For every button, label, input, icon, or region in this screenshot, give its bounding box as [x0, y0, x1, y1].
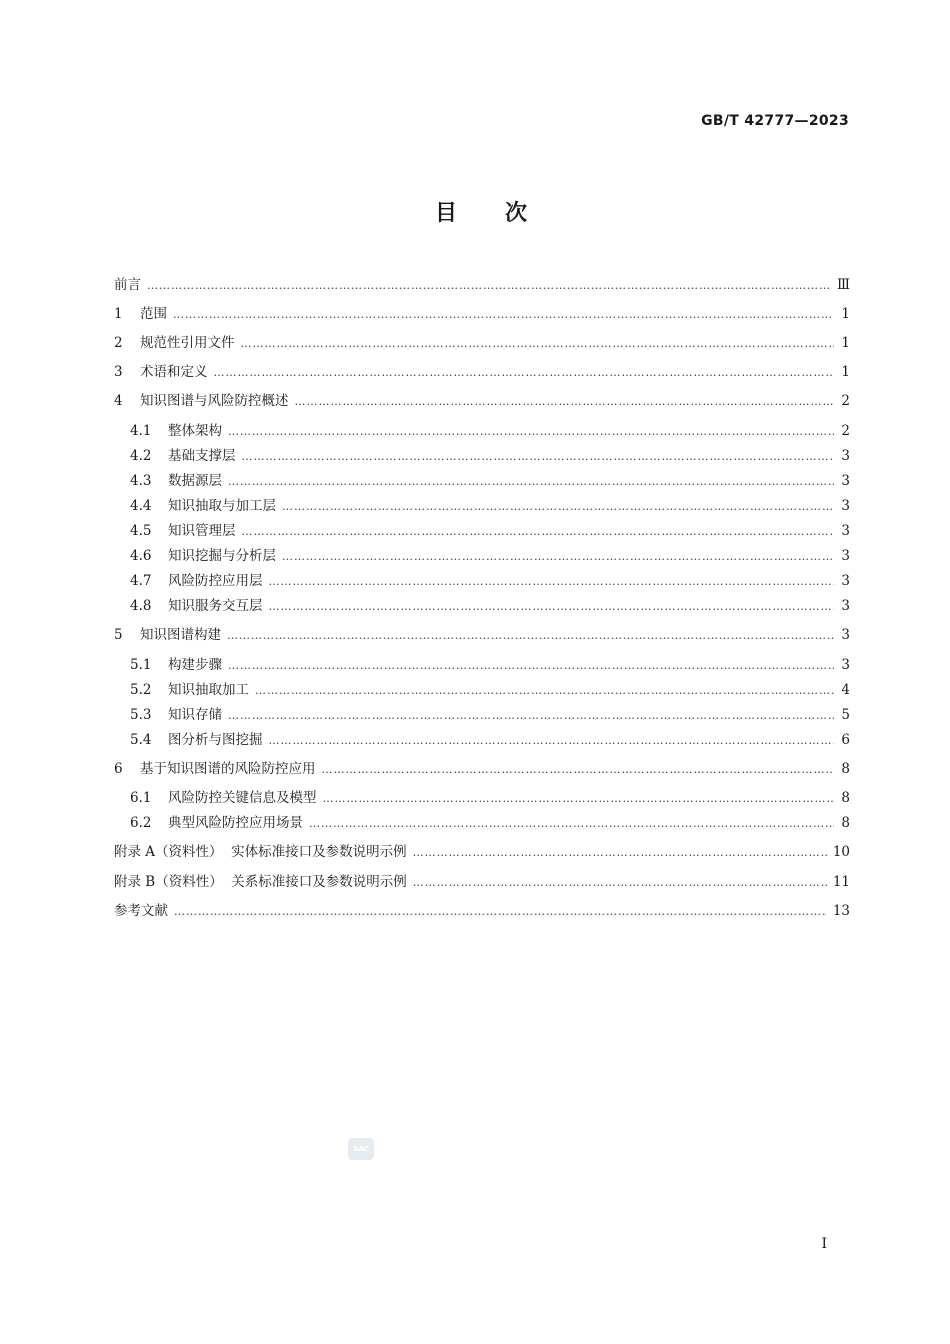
toc-entry[interactable] — [130, 569, 850, 591]
toc-entry-label: 基于知识图谱的风险防控应用 — [140, 761, 316, 777]
toc-entry[interactable] — [130, 728, 850, 750]
toc-title: 目次 — [434, 201, 575, 226]
toc-entry[interactable] — [130, 594, 850, 616]
toc-dot-leader — [413, 846, 827, 859]
toc-entry-page: 3 — [841, 573, 850, 589]
toc-entry[interactable] — [130, 653, 850, 675]
toc-entry-label: 知识抽取与加工层 — [168, 498, 276, 514]
toc-entry[interactable] — [114, 899, 850, 921]
toc-dot-leader — [228, 475, 834, 488]
toc-entry-number: 5.1 — [130, 657, 152, 673]
standard-code: GB/T 42777—2023 — [701, 113, 849, 129]
toc-entry-label: 知识图谱与风险防控概述 — [140, 393, 289, 409]
toc-dot-leader — [282, 500, 834, 513]
toc-dot-leader — [255, 684, 834, 697]
toc-entry-number: 5 — [114, 627, 123, 643]
toc-entry[interactable] — [130, 494, 850, 516]
toc-dot-leader — [228, 425, 834, 438]
toc-dot-leader — [214, 366, 835, 379]
toc-dot-leader — [269, 575, 835, 588]
toc-entry-number: 5.2 — [130, 682, 152, 698]
toc-entry-page: 8 — [841, 815, 850, 831]
toc-entry-label: 风险防控关键信息及模型 — [168, 790, 317, 806]
toc-entry-page: 3 — [841, 598, 850, 614]
toc-dot-leader — [282, 550, 834, 563]
toc-dot-leader — [173, 308, 834, 321]
toc-entry-page: 3 — [841, 627, 850, 643]
toc-entry-number: 4.3 — [130, 473, 152, 489]
toc-dot-leader — [322, 763, 835, 776]
toc-entry-label: 范围 — [140, 306, 167, 322]
toc-dot-leader — [269, 600, 835, 613]
toc-entry-page: 8 — [841, 761, 850, 777]
toc-entry-label: 图分析与图挖掘 — [168, 732, 263, 748]
toc-entry-number: 4.1 — [130, 423, 152, 439]
toc-entry-number: 4 — [114, 393, 123, 409]
toc-entry-page: 1 — [841, 364, 850, 380]
toc-entry-page: 2 — [841, 423, 850, 439]
toc-entry-page: 4 — [841, 682, 850, 698]
toc-entry-page: 13 — [832, 903, 850, 919]
sac-watermark-logo: SAC — [348, 1138, 374, 1160]
toc-entry-page: 3 — [841, 657, 850, 673]
toc-entry-page: Ⅲ — [836, 277, 850, 293]
toc-entry-label: 知识抽取加工 — [168, 682, 249, 698]
toc-entry-page: 3 — [841, 523, 850, 539]
toc-dot-leader — [228, 709, 834, 722]
toc-entry-number: 3 — [114, 364, 123, 380]
toc-entry-label: 知识管理层 — [168, 523, 236, 539]
toc-dot-leader — [242, 450, 835, 463]
toc-entry-page: 2 — [841, 393, 850, 409]
toc-entry-page: 3 — [841, 448, 850, 464]
toc-entry-page: 1 — [841, 306, 850, 322]
toc-entry-label: 前言 — [114, 277, 141, 293]
toc-entry-page: 6 — [841, 732, 850, 748]
toc-entry[interactable] — [130, 678, 850, 700]
toc-entry[interactable] — [130, 811, 850, 833]
toc-entry-label: 数据源层 — [168, 473, 222, 489]
toc-entry-label: 构建步骤 — [168, 657, 222, 673]
toc-entry[interactable] — [130, 544, 850, 566]
toc-entry-number: 5.3 — [130, 707, 152, 723]
toc-entry[interactable] — [114, 623, 850, 645]
toc-entry-label: 典型风险防控应用场景 — [168, 815, 303, 831]
toc-entry[interactable] — [130, 469, 850, 491]
toc-entry-label: 风险防控应用层 — [168, 573, 263, 589]
toc-entry-page: 1 — [841, 335, 850, 351]
toc-entry[interactable] — [114, 331, 850, 353]
toc-entry-label: 附录 A（资料性） 实体标准接口及参数说明示例 — [114, 844, 407, 860]
toc-entry-label: 知识图谱构建 — [140, 627, 221, 643]
toc-entry-page: 11 — [832, 874, 850, 890]
toc-entry-label: 知识挖掘与分析层 — [168, 548, 276, 564]
toc-dot-leader — [295, 395, 835, 408]
toc-entry[interactable] — [114, 757, 850, 779]
toc-entry-page: 8 — [841, 790, 850, 806]
toc-entry-label: 规范性引用文件 — [140, 335, 235, 351]
toc-entry-label: 知识服务交互层 — [168, 598, 263, 614]
page-number: I — [821, 1236, 827, 1252]
toc-entry-number: 5.4 — [130, 732, 152, 748]
toc-dot-leader — [269, 734, 835, 747]
toc-entry[interactable] — [114, 389, 850, 411]
toc-entry-number: 4.5 — [130, 523, 152, 539]
toc-entry[interactable] — [130, 786, 850, 808]
toc-dot-leader — [228, 659, 834, 672]
toc-entry-number: 4.2 — [130, 448, 152, 464]
toc-entry-label: 参考文献 — [114, 903, 168, 919]
toc-entry-number: 4.4 — [130, 498, 152, 514]
toc-dot-leader — [174, 905, 827, 918]
toc-dot-leader — [323, 792, 835, 805]
toc-entry-page: 5 — [841, 707, 850, 723]
toc-entry-number: 4.6 — [130, 548, 152, 564]
toc-entry[interactable] — [114, 273, 850, 295]
toc-entry[interactable] — [114, 360, 850, 382]
toc-entry-label: 附录 B（资料性） 关系标准接口及参数说明示例 — [114, 874, 407, 890]
toc-entry[interactable] — [130, 519, 850, 541]
toc-entry-page: 3 — [841, 473, 850, 489]
toc-dot-leader — [309, 817, 834, 830]
toc-entry[interactable] — [130, 444, 850, 466]
toc-entry-label: 术语和定义 — [140, 364, 208, 380]
toc-entry-number: 4.7 — [130, 573, 152, 589]
toc-entry-number: 2 — [114, 335, 123, 351]
toc-entry-number: 6.2 — [130, 815, 152, 831]
toc-entry-number: 4.8 — [130, 598, 152, 614]
toc-entry[interactable] — [130, 703, 850, 725]
toc-entry-number: 1 — [114, 306, 123, 322]
toc-entry-number: 6 — [114, 761, 123, 777]
toc-dot-leader — [227, 629, 834, 642]
toc-entry-page: 3 — [841, 548, 850, 564]
toc-entry[interactable] — [114, 870, 850, 892]
toc-dot-leader — [413, 876, 827, 889]
toc-entry[interactable] — [130, 419, 850, 441]
toc-entry-page: 10 — [832, 844, 850, 860]
toc-entry[interactable] — [114, 302, 850, 324]
toc-dot-leader — [241, 337, 835, 350]
toc-entry-label: 整体架构 — [168, 423, 222, 439]
toc-entry-label: 知识存储 — [168, 707, 222, 723]
toc-entry[interactable] — [114, 840, 850, 862]
toc-entry-page: 3 — [841, 498, 850, 514]
toc-entry-number: 6.1 — [130, 790, 152, 806]
toc-dot-leader — [242, 525, 835, 538]
toc-dot-leader — [147, 279, 831, 292]
toc-entry-label: 基础支撑层 — [168, 448, 236, 464]
